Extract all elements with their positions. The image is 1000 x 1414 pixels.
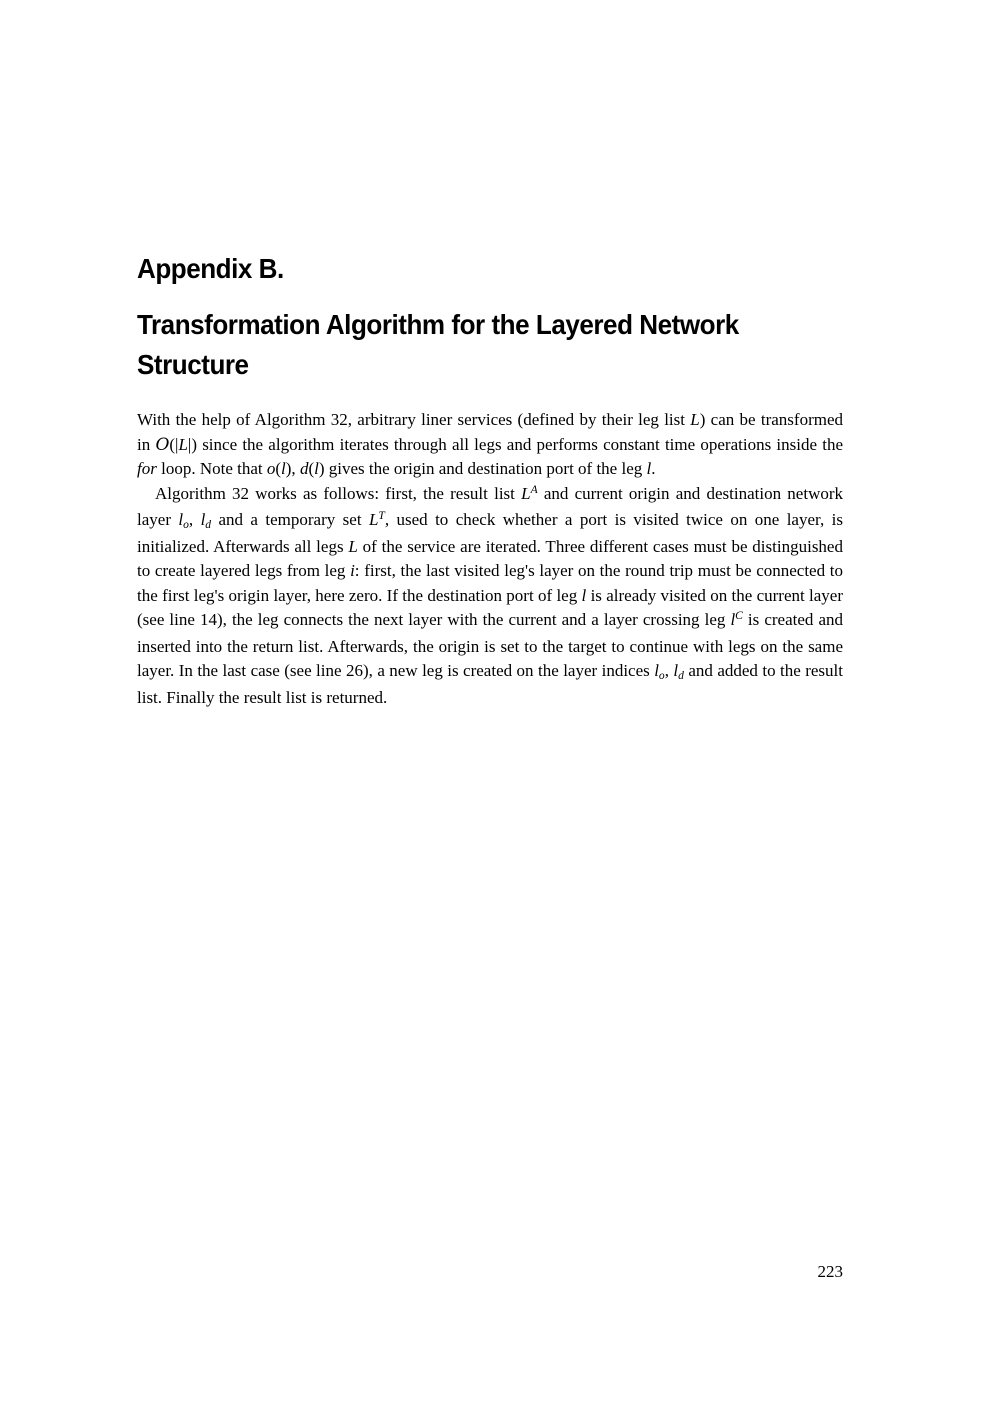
page-number: 223 bbox=[817, 1262, 843, 1281]
chapter-title-line-1: Transformation Algorithm for the Layered Network bbox=[137, 309, 739, 340]
appendix-heading: Appendix B. bbox=[137, 253, 284, 284]
body-text bbox=[137, 408, 843, 710]
chapter-title bbox=[137, 305, 784, 385]
chapter-title-line-2: Structure bbox=[137, 349, 249, 380]
paragraph-1: With the help of Algorithm 32, arbitrary liner services (defined by their leg list L) can be transformed in O(|L|) since the algorithm iterates through all legs and performs constant time operations inside the for loop. Note that o(l), d(l) gives the origin and destination port of the leg l. bbox=[137, 410, 844, 478]
paragraph-2: Algorithm 32 works as follows: first, the result list $L^A$ and current origin and destination network layer lo, ld and a temporary set $L^T$, used to check whether a port is visited twice on one layer, is initialized. Afterwards all legs L of the service are iterated. Three different cases must be distinguished to create layered legs from leg i: first, the last visited leg's layer on the round trip must be connected to the first leg's origin layer, here zero. If the destination port of leg l is already visited on the current layer (see line 14), the leg connects the next layer with the current and a layer crossing leg $l^C$ is created and inserted into the return list. Afterwards, the origin is set to the target to continue with legs on the same layer. In the last case (see line 26), a new leg is created on the layer indices lo, ld and added to the result list. Finally the result list is returned. bbox=[137, 482, 844, 707]
